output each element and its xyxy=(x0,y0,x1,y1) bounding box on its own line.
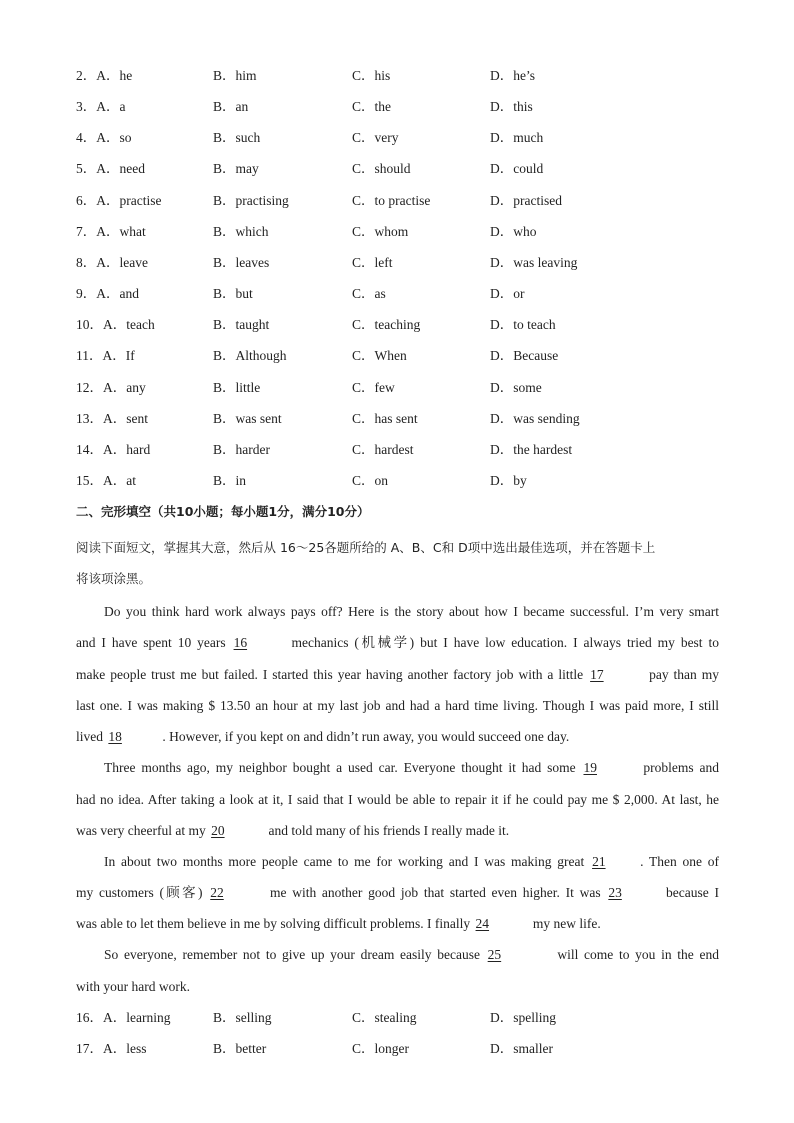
option-c: C．his xyxy=(352,68,391,83)
option-c: C．has sent xyxy=(352,410,418,426)
option-d: D．to teach xyxy=(490,317,556,333)
passage-text: with your hard work. xyxy=(76,979,190,994)
option-d: D．Because xyxy=(490,348,559,364)
option-d: D．smaller xyxy=(490,1041,553,1056)
question-number-option-a xyxy=(76,346,135,366)
passage-text: was able to let them believe in me by solving difficult problems. I finally xyxy=(76,916,474,931)
option-d: D．spelling xyxy=(490,1010,556,1025)
passage-line xyxy=(76,726,719,748)
option-b: B．practising xyxy=(213,192,289,208)
option-a: A．less xyxy=(103,1041,147,1056)
question-number: 5． xyxy=(76,161,97,177)
option-a: A．so xyxy=(96,130,132,146)
option-b: B．which xyxy=(213,223,269,239)
option-b: B．such xyxy=(213,130,261,146)
option-a: A．he xyxy=(96,68,133,83)
option-d: D．was sending xyxy=(490,410,580,426)
option-b: B．taught xyxy=(213,317,270,333)
question-number-option-a xyxy=(76,378,146,398)
question-number: 3． xyxy=(76,99,97,115)
passage-line xyxy=(76,976,719,998)
question-number-option-a xyxy=(76,128,132,148)
option-c: C．very xyxy=(352,130,399,146)
section-heading: 二、完形填空（共10小题；每小题1分，满分10分） xyxy=(76,504,370,519)
option-b: B．better xyxy=(213,1041,267,1056)
passage-text: In about two months more people came to me for working and I was making great xyxy=(104,854,591,869)
option-b: B．but xyxy=(213,286,253,302)
question-number: 16． xyxy=(76,1010,103,1025)
option-a: A．at xyxy=(103,472,136,488)
passage-text: mechanics (机械学) but I have low education. I always tried my best to xyxy=(285,635,719,650)
passage-text: lived xyxy=(76,729,107,744)
blank-18: 18 xyxy=(108,729,122,744)
option-b: B．in xyxy=(213,472,247,488)
option-c: C．on xyxy=(352,472,389,488)
option-c: C．longer xyxy=(352,1041,409,1056)
question-number: 2． xyxy=(76,68,97,83)
option-d: D．could xyxy=(490,161,544,177)
option-c: C．to practise xyxy=(352,192,431,208)
option-b: B．Although xyxy=(213,348,287,364)
question-number-option-a xyxy=(76,315,155,335)
option-d: D．the hardest xyxy=(490,441,573,457)
option-a: A．any xyxy=(103,379,146,395)
question-number: 7． xyxy=(76,223,97,239)
passage-line xyxy=(76,695,719,717)
blank-23: 23 xyxy=(608,885,622,900)
passage-text: and I have spent 10 years xyxy=(76,635,232,650)
option-d: D．by xyxy=(490,472,527,488)
passage-line xyxy=(76,601,719,623)
option-b: B．little xyxy=(213,379,261,395)
question-number: 8． xyxy=(76,254,97,270)
option-d: D．this xyxy=(490,99,533,115)
option-c: C．left xyxy=(352,254,393,270)
option-b: B．was sent xyxy=(213,410,282,426)
option-d: D．was leaving xyxy=(490,254,578,270)
passage-text: last one. I was making $ 13.50 an hour at my last job and had a hard time living. Though I was paid more, I still xyxy=(76,698,719,713)
passage-text: Three months ago, my neighbor bought a used car. Everyone thought it had some xyxy=(104,760,582,775)
passage-line xyxy=(76,757,719,779)
option-c: C．the xyxy=(352,99,391,115)
option-a: A．If xyxy=(102,348,135,364)
passage-text: . However, if you kept on and didn’t run away, you would succeed one day. xyxy=(162,729,570,744)
instruction-line-2: 将该项涂黑。 xyxy=(76,571,152,586)
option-a: A．hard xyxy=(103,441,151,457)
passage-text: So everyone, remember not to give up your dream easily because xyxy=(104,947,486,962)
option-a: A．teach xyxy=(103,317,155,333)
blank-16: 16 xyxy=(233,635,248,650)
option-a: A．sent xyxy=(103,410,148,426)
option-a: A．learning xyxy=(103,1010,171,1025)
passage-line xyxy=(76,913,719,935)
passage-text: was very cheerful at my xyxy=(76,823,210,838)
passage-line xyxy=(76,882,719,904)
question-number: 9． xyxy=(76,286,97,302)
option-a: A．what xyxy=(96,223,146,239)
passage-text: problems and xyxy=(637,760,719,775)
question-number-option-a xyxy=(76,284,139,304)
question-number-option-a xyxy=(76,222,146,242)
question-number-option-a xyxy=(76,253,148,273)
option-c: C．When xyxy=(352,348,407,364)
passage-line xyxy=(76,944,719,966)
option-b: B．selling xyxy=(213,1010,272,1025)
passage-text: make people trust me but failed. I started this year having another factory job with a little xyxy=(76,667,589,682)
option-d: D．much xyxy=(490,130,544,146)
question-number: 17． xyxy=(76,1041,103,1056)
option-c: C．hardest xyxy=(352,441,414,457)
instruction-line-1: 阅读下面短文，掌握其大意，然后从 16～25各题所给的 A、B、C和 D项中选出最佳选项，并在答题卡上 xyxy=(76,540,656,555)
option-c: C．whom xyxy=(352,223,409,239)
option-c: C．should xyxy=(352,161,411,177)
question-number-option-a xyxy=(76,471,136,491)
option-a: A．and xyxy=(96,286,139,302)
option-b: B．may xyxy=(213,161,259,177)
passage-text: because I xyxy=(660,885,720,900)
passage-line xyxy=(76,664,719,686)
option-b: B．leaves xyxy=(213,254,270,270)
question-number: 10． xyxy=(76,317,103,333)
blank-17: 17 xyxy=(590,667,604,682)
question-number: 11． xyxy=(76,348,103,364)
question-number-option-a xyxy=(76,440,150,460)
option-a: A．a xyxy=(96,99,126,115)
option-d: D．who xyxy=(490,223,537,239)
option-d: D．or xyxy=(490,286,525,302)
question-number-option-a xyxy=(76,159,145,179)
option-b: B．an xyxy=(213,99,249,115)
option-d: D．some xyxy=(490,379,542,395)
passage-line xyxy=(76,820,719,842)
option-a: A．need xyxy=(96,161,145,177)
passage-text: and told many of his friends I really made it. xyxy=(265,823,510,838)
question-number-option-a xyxy=(76,409,148,429)
blank-22: 22 xyxy=(210,885,224,900)
blank-25: 25 xyxy=(487,947,502,962)
question-number: 6． xyxy=(76,192,97,208)
option-a: A．practise xyxy=(96,192,162,208)
passage-text: my new life. xyxy=(529,916,601,931)
passage-line xyxy=(76,851,719,873)
question-number: 13． xyxy=(76,410,103,426)
question-number: 4． xyxy=(76,130,97,146)
blank-20: 20 xyxy=(211,823,225,838)
question-number-option-a xyxy=(76,1008,170,1028)
passage-line xyxy=(76,789,719,811)
blank-21: 21 xyxy=(592,854,606,869)
question-number: 12． xyxy=(76,379,103,395)
passage-text: . Then one of xyxy=(640,854,719,869)
passage-text: me with another good job that started even higher. It was xyxy=(264,885,607,900)
option-d: D．practised xyxy=(490,192,562,208)
option-c: C．teaching xyxy=(352,317,421,333)
option-d: D．he’s xyxy=(490,68,535,83)
option-b: B．harder xyxy=(213,441,270,457)
passage-text: Do you think hard work always pays off? Here is the story about how I became successful. I’m very smart xyxy=(104,604,719,619)
option-c: C．stealing xyxy=(352,1010,417,1025)
passage-line xyxy=(76,632,719,654)
question-number-option-a xyxy=(76,66,132,86)
question-number-option-a xyxy=(76,97,126,117)
passage-text: will come to you in the end xyxy=(551,947,719,962)
passage-text: pay than my xyxy=(644,667,719,682)
question-number-option-a xyxy=(76,1039,147,1059)
option-c: C．as xyxy=(352,286,386,302)
question-number-option-a xyxy=(76,191,161,211)
question-number: 14． xyxy=(76,441,103,457)
passage-text: my customers (顾客) xyxy=(76,885,209,900)
question-number: 15． xyxy=(76,472,103,488)
option-b: B．him xyxy=(213,68,257,83)
blank-24: 24 xyxy=(475,916,490,931)
passage-text: had no idea. After taking a look at it, I said that I would be able to repair it if he could pay me $ 2,000. At last, he xyxy=(76,792,719,807)
option-c: C．few xyxy=(352,379,395,395)
option-a: A．leave xyxy=(96,254,148,270)
blank-19: 19 xyxy=(583,760,597,775)
